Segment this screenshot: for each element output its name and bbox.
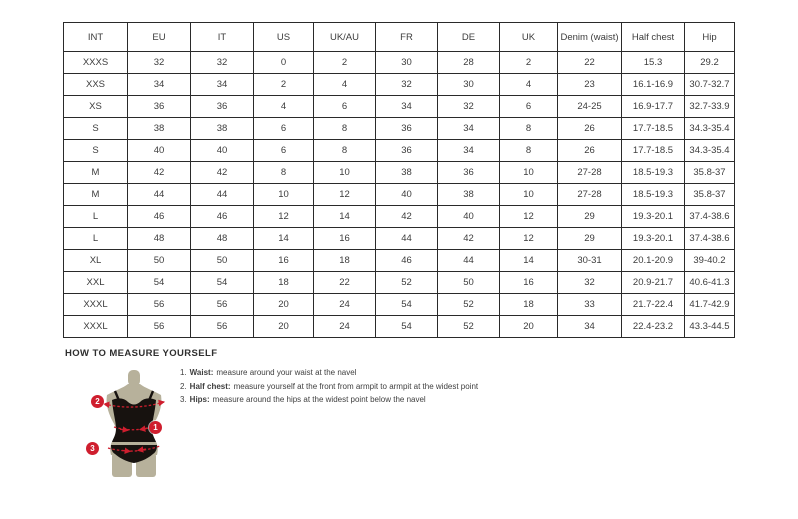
table-cell: 15.3 xyxy=(622,52,685,74)
table-cell: 28 xyxy=(438,52,500,74)
table-cell: 34 xyxy=(191,74,254,96)
table-cell: 54 xyxy=(376,316,438,338)
table-cell: 12 xyxy=(254,206,314,228)
table-cell: 29.2 xyxy=(685,52,735,74)
table-cell: 6 xyxy=(254,118,314,140)
table-cell: 32.7-33.9 xyxy=(685,96,735,118)
table-cell: M xyxy=(64,184,128,206)
table-row xyxy=(64,118,735,140)
table-cell: 6 xyxy=(500,96,558,118)
table-cell: 52 xyxy=(376,272,438,294)
table-cell: 54 xyxy=(191,272,254,294)
column-header: UK xyxy=(500,23,558,52)
table-cell: 18.5-19.3 xyxy=(622,184,685,206)
table-cell: 8 xyxy=(314,140,376,162)
table-cell: 18 xyxy=(314,250,376,272)
table-cell: L xyxy=(64,228,128,250)
table-cell: 34 xyxy=(438,118,500,140)
table-cell: 35.8-37 xyxy=(685,184,735,206)
table-cell: 18 xyxy=(254,272,314,294)
table-cell: 16.9-17.7 xyxy=(622,96,685,118)
measure-step xyxy=(180,380,478,394)
table-cell: 52 xyxy=(438,316,500,338)
table-cell: 32 xyxy=(376,74,438,96)
table-cell: 17.7-18.5 xyxy=(622,118,685,140)
column-header: Denim (waist) xyxy=(558,23,622,52)
table-cell: 16.1-16.9 xyxy=(622,74,685,96)
table-cell: 14 xyxy=(500,250,558,272)
table-cell: 39-40.2 xyxy=(685,250,735,272)
table-cell: 40 xyxy=(376,184,438,206)
table-cell: XL xyxy=(64,250,128,272)
table-cell: 50 xyxy=(191,250,254,272)
table-cell: 22.4-23.2 xyxy=(622,316,685,338)
table-cell: 16 xyxy=(254,250,314,272)
measure-steps-list xyxy=(180,366,478,407)
table-cell: 38 xyxy=(191,118,254,140)
table-cell: 32 xyxy=(438,96,500,118)
table-cell: 44 xyxy=(128,184,191,206)
table-cell: 10 xyxy=(254,184,314,206)
column-header: UK/AU xyxy=(314,23,376,52)
table-row xyxy=(64,228,735,250)
table-cell: 18.5-19.3 xyxy=(622,162,685,184)
size-table-body xyxy=(64,52,735,338)
table-row xyxy=(64,52,735,74)
table-cell: S xyxy=(64,140,128,162)
table-cell: 46 xyxy=(376,250,438,272)
column-header: INT xyxy=(64,23,128,52)
table-cell: 36 xyxy=(191,96,254,118)
step-label: Hips: xyxy=(189,395,210,404)
table-cell: 50 xyxy=(438,272,500,294)
table-cell: S xyxy=(64,118,128,140)
table-cell: 20.9-21.7 xyxy=(622,272,685,294)
table-cell: 26 xyxy=(558,140,622,162)
table-cell: 17.7-18.5 xyxy=(622,140,685,162)
table-cell: 30-31 xyxy=(558,250,622,272)
marker-badge-waist: 1 xyxy=(149,421,162,434)
table-cell: 8 xyxy=(500,118,558,140)
table-cell: 33 xyxy=(558,294,622,316)
table-cell: 24 xyxy=(314,294,376,316)
table-cell: 14 xyxy=(254,228,314,250)
table-cell: 48 xyxy=(128,228,191,250)
table-cell: 40 xyxy=(191,140,254,162)
table-cell: 27-28 xyxy=(558,184,622,206)
table-cell: 20 xyxy=(500,316,558,338)
table-cell: 41.7-42.9 xyxy=(685,294,735,316)
table-cell: 10 xyxy=(314,162,376,184)
table-cell: 30 xyxy=(376,52,438,74)
table-cell: 21.7-22.4 xyxy=(622,294,685,316)
table-cell: 19.3-20.1 xyxy=(622,206,685,228)
table-cell: 30.7-32.7 xyxy=(685,74,735,96)
table-row xyxy=(64,206,735,228)
table-cell: 44 xyxy=(376,228,438,250)
table-cell: 16 xyxy=(500,272,558,294)
table-cell: 4 xyxy=(500,74,558,96)
table-cell: 27-28 xyxy=(558,162,622,184)
table-cell: 35.8-37 xyxy=(685,162,735,184)
table-cell: 38 xyxy=(438,184,500,206)
size-table-header-row xyxy=(64,23,735,52)
table-cell: 18 xyxy=(500,294,558,316)
table-cell: 29 xyxy=(558,206,622,228)
table-cell: XXXL xyxy=(64,316,128,338)
table-cell: 38 xyxy=(376,162,438,184)
table-cell: 20 xyxy=(254,294,314,316)
table-cell: 54 xyxy=(376,294,438,316)
table-cell: 56 xyxy=(191,294,254,316)
column-header: US xyxy=(254,23,314,52)
measure-step xyxy=(180,366,478,380)
column-header: IT xyxy=(191,23,254,52)
step-number: 1. xyxy=(180,368,187,377)
column-header: EU xyxy=(128,23,191,52)
table-cell: 42 xyxy=(438,228,500,250)
table-cell: 23 xyxy=(558,74,622,96)
table-cell: 42 xyxy=(376,206,438,228)
table-cell: 14 xyxy=(314,206,376,228)
table-cell: 36 xyxy=(376,140,438,162)
table-cell: 22 xyxy=(314,272,376,294)
table-cell: 8 xyxy=(254,162,314,184)
table-cell: 4 xyxy=(254,96,314,118)
measurement-illustration xyxy=(82,369,168,481)
table-cell: 42 xyxy=(191,162,254,184)
table-cell: 34 xyxy=(128,74,191,96)
table-cell: 43.3-44.5 xyxy=(685,316,735,338)
table-cell: 42 xyxy=(128,162,191,184)
table-row xyxy=(64,250,735,272)
table-row xyxy=(64,140,735,162)
table-cell: 4 xyxy=(314,74,376,96)
table-row xyxy=(64,316,735,338)
table-cell: 8 xyxy=(314,118,376,140)
step-number: 2. xyxy=(180,381,187,391)
marker-badge-hips: 3 xyxy=(86,442,99,455)
table-row xyxy=(64,162,735,184)
table-cell: 37.4-38.6 xyxy=(685,228,735,250)
table-cell: 40 xyxy=(128,140,191,162)
table-cell: 29 xyxy=(558,228,622,250)
marker-badge-chest: 2 xyxy=(91,395,104,408)
table-cell: 32 xyxy=(558,272,622,294)
table-cell: XXL xyxy=(64,272,128,294)
table-cell: 30 xyxy=(438,74,500,96)
table-cell: 36 xyxy=(128,96,191,118)
table-cell: 22 xyxy=(558,52,622,74)
table-cell: 34 xyxy=(558,316,622,338)
table-cell: M xyxy=(64,162,128,184)
table-cell: 56 xyxy=(191,316,254,338)
table-cell: 8 xyxy=(500,140,558,162)
size-table xyxy=(63,22,735,338)
table-cell: XXXL xyxy=(64,294,128,316)
table-row xyxy=(64,272,735,294)
table-cell: XXXS xyxy=(64,52,128,74)
table-cell: 2 xyxy=(314,52,376,74)
table-cell: 34.3-35.4 xyxy=(685,140,735,162)
table-cell: 2 xyxy=(254,74,314,96)
column-header: DE xyxy=(438,23,500,52)
step-label: Waist: xyxy=(189,368,214,377)
table-cell: 50 xyxy=(128,250,191,272)
table-cell: 32 xyxy=(128,52,191,74)
table-cell: XS xyxy=(64,96,128,118)
table-cell: 54 xyxy=(128,272,191,294)
table-cell: 12 xyxy=(500,206,558,228)
table-cell: 46 xyxy=(128,206,191,228)
step-label: Half chest: xyxy=(189,381,231,391)
table-row xyxy=(64,184,735,206)
table-cell: 20.1-20.9 xyxy=(622,250,685,272)
table-cell: 24-25 xyxy=(558,96,622,118)
table-cell: 2 xyxy=(500,52,558,74)
step-text: measure around your waist at the navel xyxy=(216,368,357,377)
table-cell: 12 xyxy=(314,184,376,206)
table-cell: 36 xyxy=(438,162,500,184)
table-cell: 37.4-38.6 xyxy=(685,206,735,228)
column-header: Hip xyxy=(685,23,735,52)
table-cell: 26 xyxy=(558,118,622,140)
measure-section-title: HOW TO MEASURE YOURSELF xyxy=(65,348,218,359)
table-cell: 19.3-20.1 xyxy=(622,228,685,250)
table-cell: 24 xyxy=(314,316,376,338)
measure-step xyxy=(180,393,478,407)
table-cell: 38 xyxy=(128,118,191,140)
step-number: 3. xyxy=(180,395,187,404)
table-cell: 34 xyxy=(376,96,438,118)
table-cell: 40.6-41.3 xyxy=(685,272,735,294)
column-header: Half chest xyxy=(622,23,685,52)
table-cell: 6 xyxy=(254,140,314,162)
table-cell: 16 xyxy=(314,228,376,250)
table-cell: 6 xyxy=(314,96,376,118)
table-cell: 10 xyxy=(500,184,558,206)
table-cell: 46 xyxy=(191,206,254,228)
step-text: measure around the hips at the widest point below the navel xyxy=(212,395,426,404)
step-text: measure yourself at the front from armpit to armpit at the widest point xyxy=(233,381,479,391)
table-cell: 48 xyxy=(191,228,254,250)
table-cell: 34 xyxy=(438,140,500,162)
table-cell: L xyxy=(64,206,128,228)
table-cell: 10 xyxy=(500,162,558,184)
table-cell: 36 xyxy=(376,118,438,140)
table-cell: 12 xyxy=(500,228,558,250)
table-cell: 52 xyxy=(438,294,500,316)
table-cell: XXS xyxy=(64,74,128,96)
table-cell: 44 xyxy=(191,184,254,206)
table-cell: 56 xyxy=(128,294,191,316)
table-row xyxy=(64,74,735,96)
column-header: FR xyxy=(376,23,438,52)
table-cell: 32 xyxy=(191,52,254,74)
table-cell: 20 xyxy=(254,316,314,338)
table-row xyxy=(64,294,735,316)
table-cell: 34.3-35.4 xyxy=(685,118,735,140)
table-cell: 44 xyxy=(438,250,500,272)
table-cell: 40 xyxy=(438,206,500,228)
table-cell: 0 xyxy=(254,52,314,74)
table-row xyxy=(64,96,735,118)
table-cell: 56 xyxy=(128,316,191,338)
